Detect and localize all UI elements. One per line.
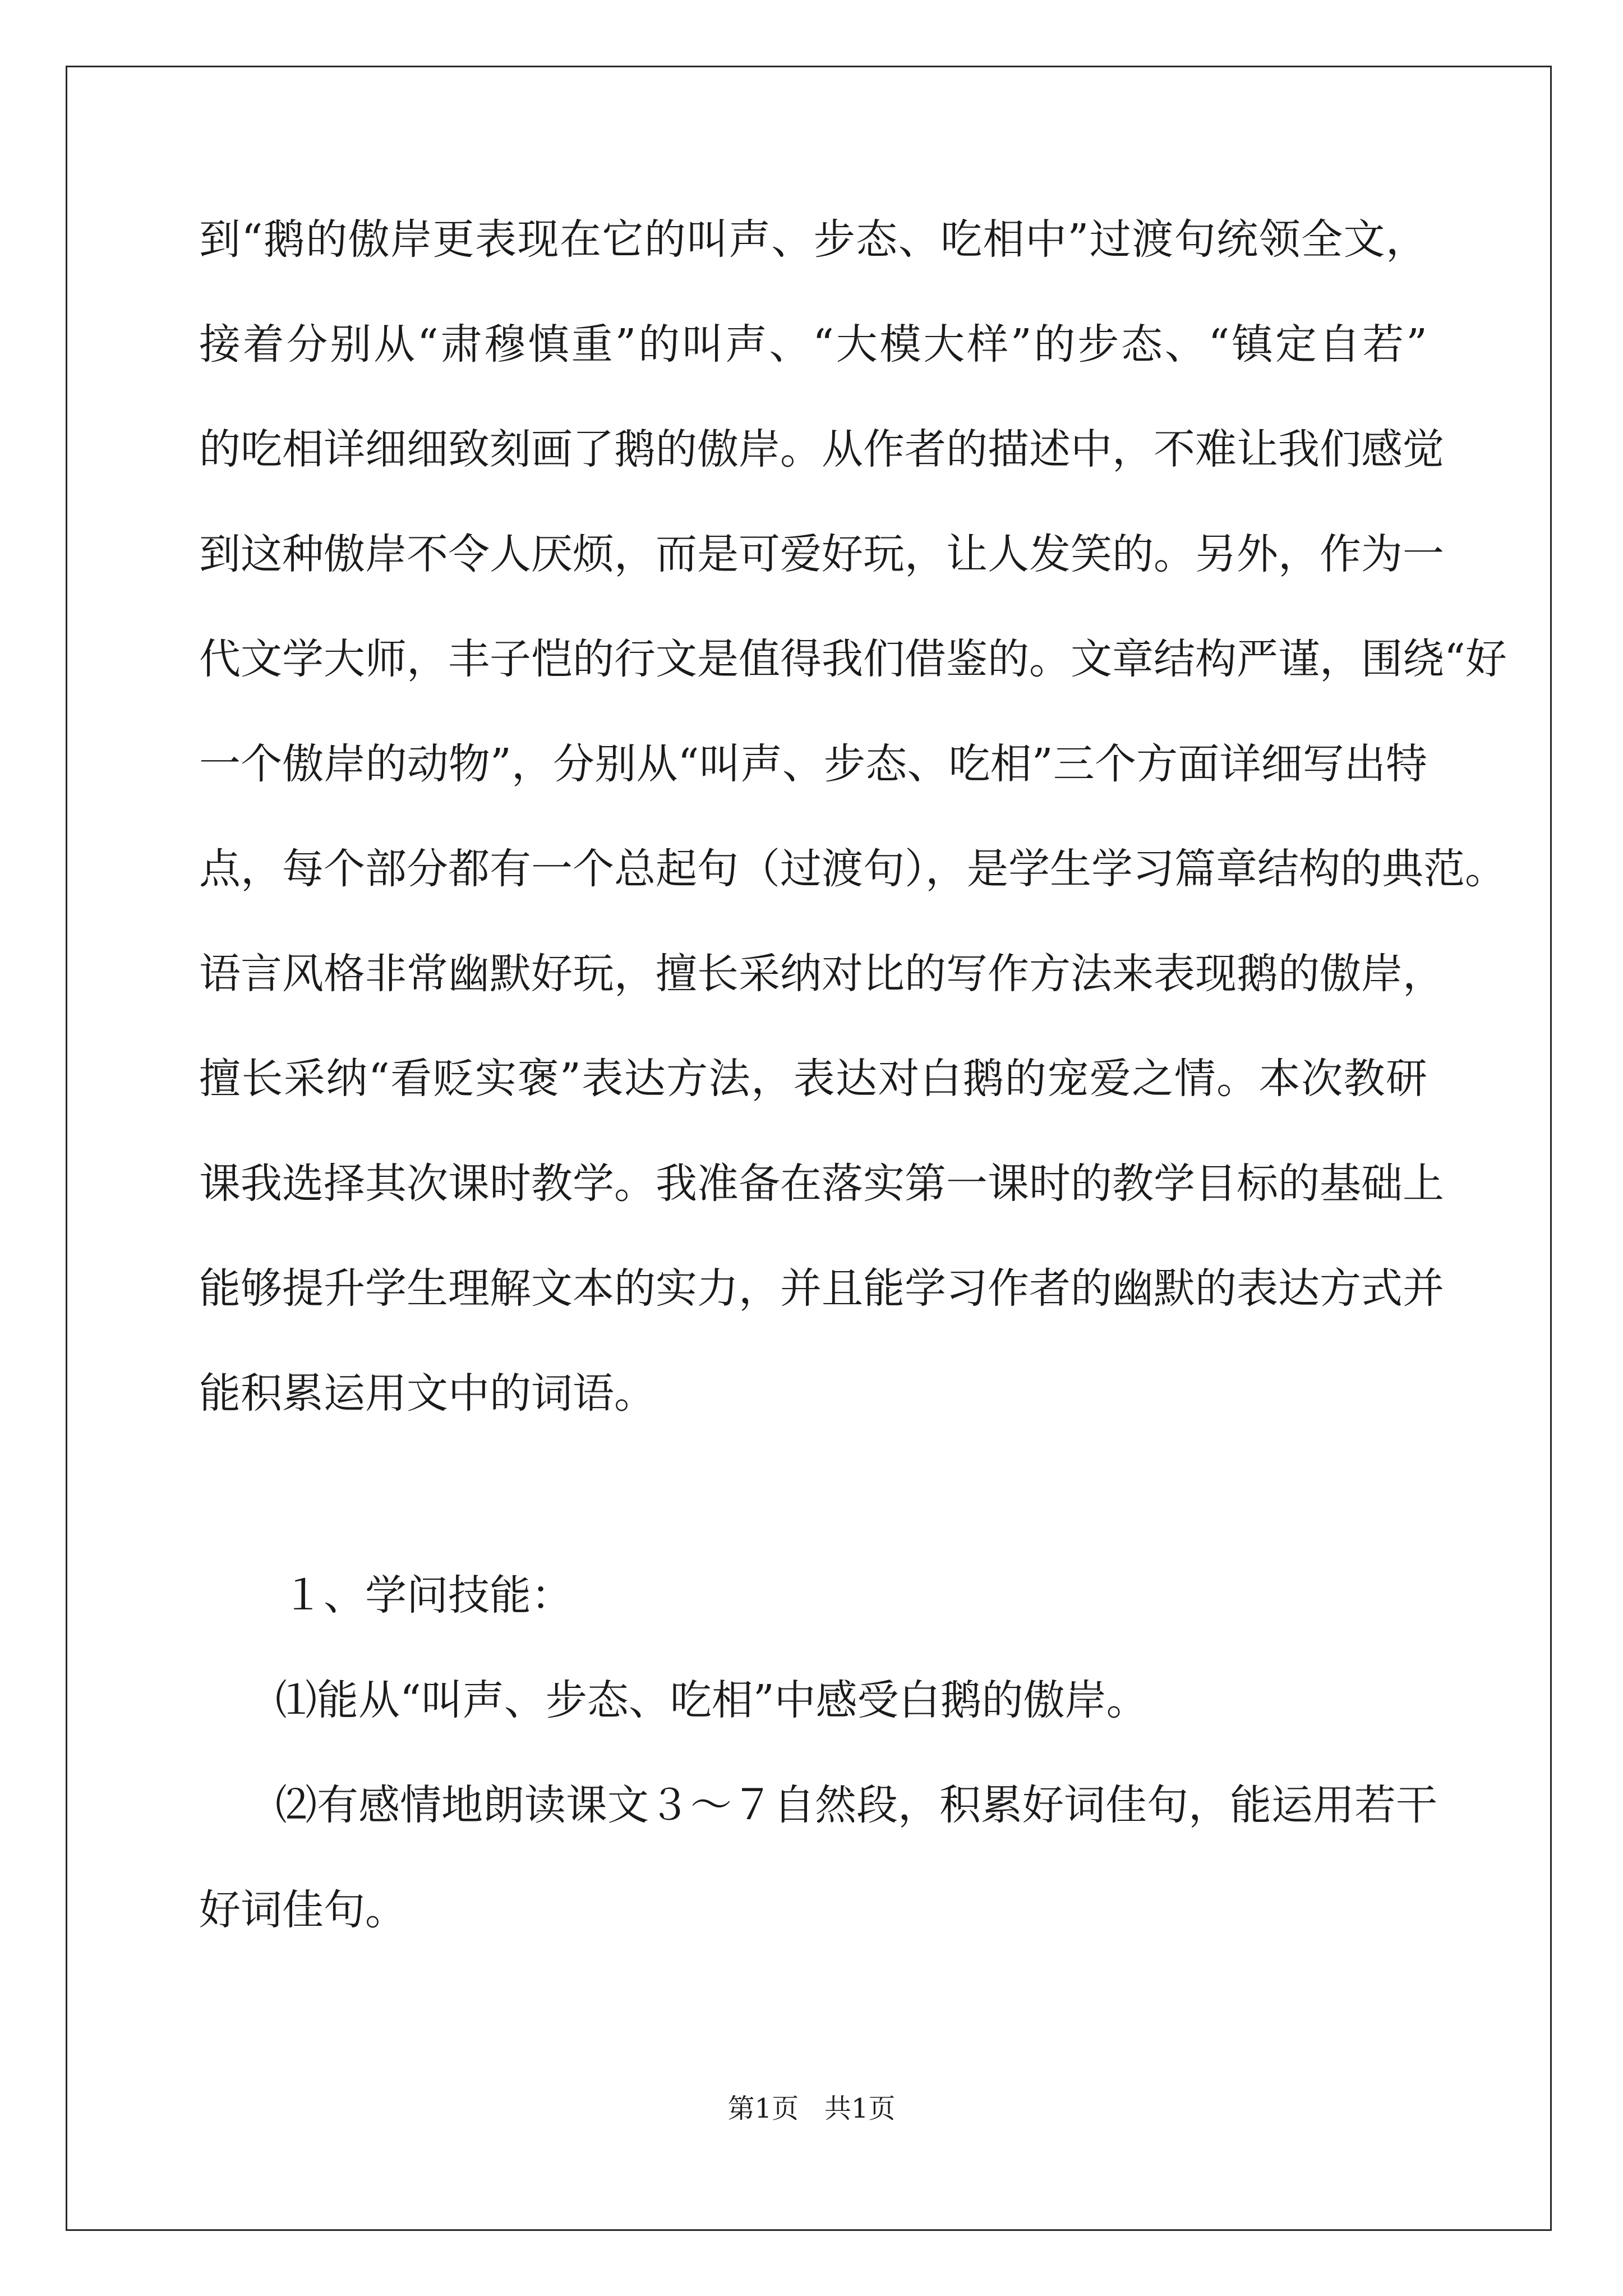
paragraph-line: 接着分别从“肃穆慎重”的叫声、“大模大样”的步态、“镇定自若” [199, 320, 1427, 369]
objective-item-continuation: 好词佳句。 [199, 1886, 407, 1934]
paragraph-line: 到“鹅的傲岸更表现在它的叫声、步态、吃相中”过渡句统领全文， [199, 215, 1427, 264]
paragraph-line: 到这种傲岸不令人厌烦，而是可爱好玩，让人发笑的。另外，作为一 [199, 530, 1444, 578]
paragraph-line: 课我选择其次课时教学。我准备在落实第一课时的教学目标的基础上 [199, 1159, 1444, 1208]
paragraph-line: 的吃相详细细致刻画了鹅的傲岸。从作者的描述中，不难让我们感觉 [199, 425, 1444, 473]
objective-item: ⑴能从“叫声、步态、吃相”中感受白鹅的傲岸。 [275, 1676, 1148, 1724]
section-heading: １、学问技能： [282, 1571, 573, 1619]
paragraph-line: 擅长采纳“看贬实褒”表达方法，表达对白鹅的宠爱之情。本次教研 [199, 1055, 1427, 1103]
paragraph-line: 一个傲岸的动物”，分别从“叫声、步态、吃相”三个方面详细写出特 [199, 740, 1427, 788]
paragraph-line: 点，每个部分都有一个总起句（过渡句），是学生学习篇章结构的典范。 [199, 845, 1506, 893]
page-number-footer: 第1页 共1页 [727, 2093, 896, 2124]
document-body [199, 213, 1507, 1989]
objective-item: ⑵有感情地朗读课文３～７自然段，积累好词佳句，能运用若干 [275, 1781, 1437, 1829]
paragraph-line: 能积累运用文中的词语。 [199, 1369, 656, 1418]
paragraph-line: 语言风格非常幽默好玩，擅长采纳对比的写作方法来表现鹅的傲岸， [199, 950, 1444, 998]
paragraph-line: 代文学大师，丰子恺的行文是值得我们借鉴的。文章结构严谨，围绕“好 [199, 635, 1507, 683]
paragraph-line: 能够提升学生理解文本的实力，并且能学习作者的幽默的表达方式并 [199, 1264, 1444, 1313]
